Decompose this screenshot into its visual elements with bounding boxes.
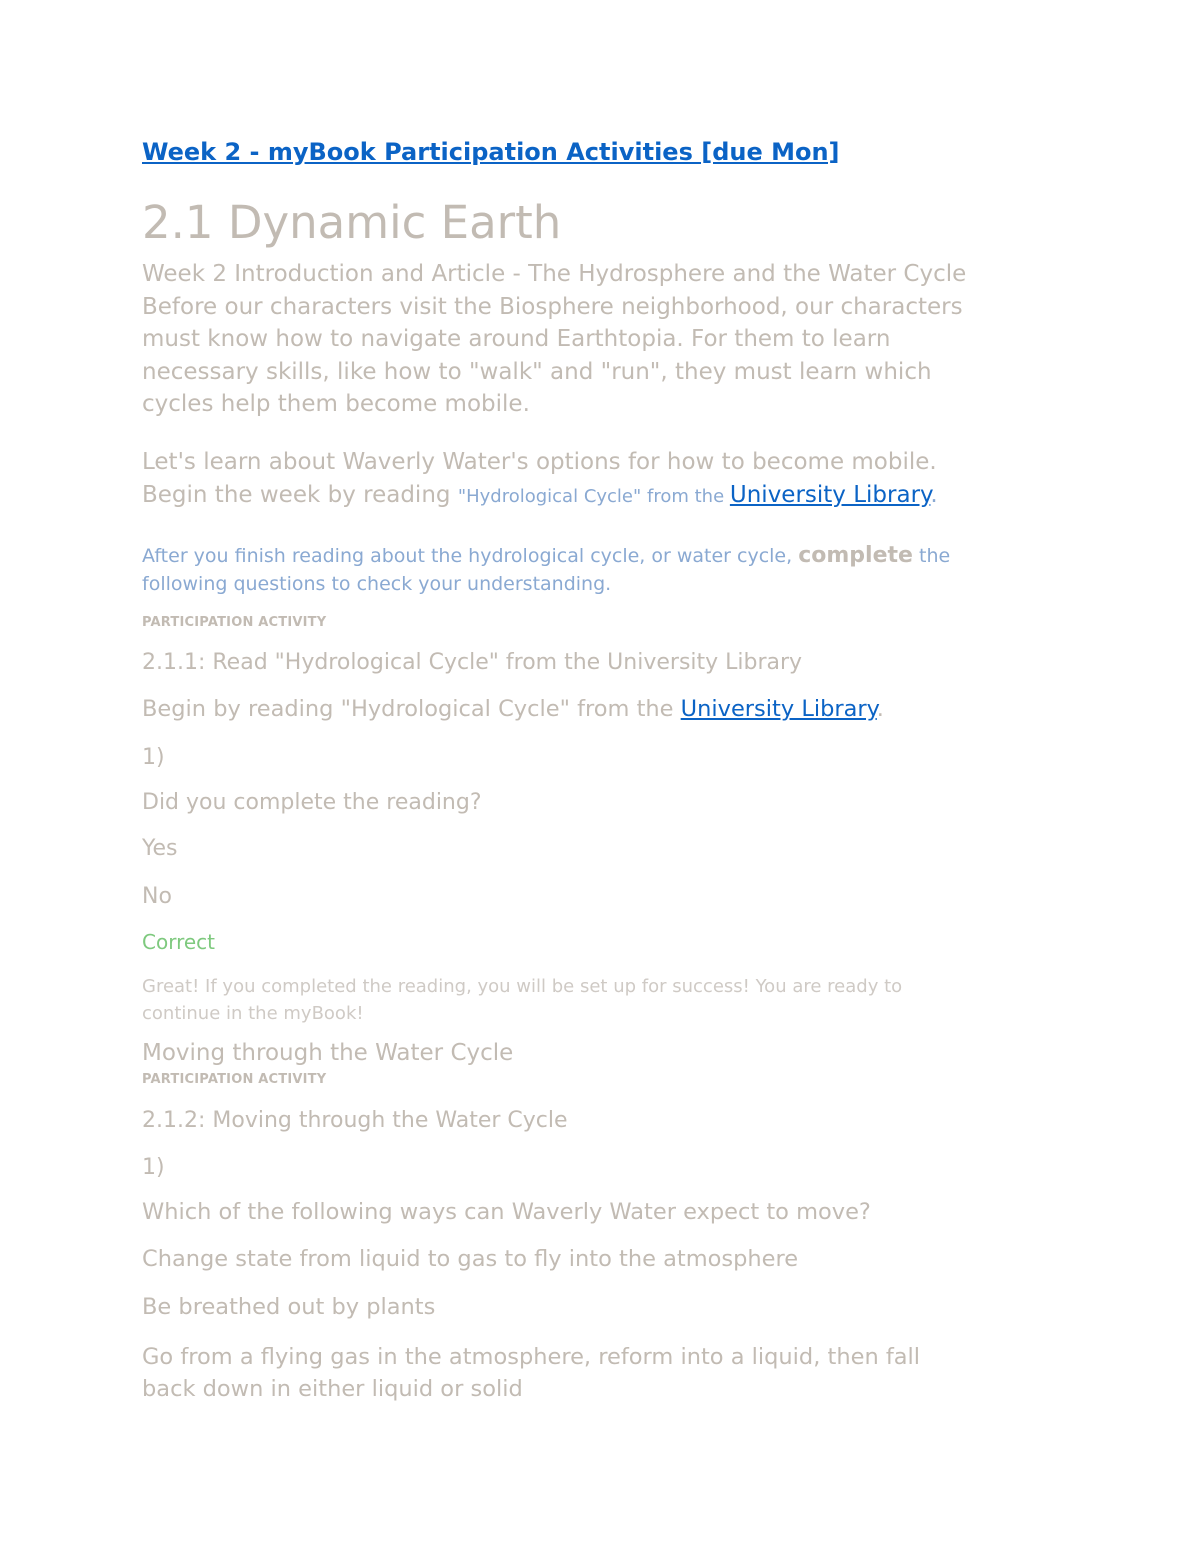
q2-option-1[interactable]: Change state from liquid to gas to fly into the atmosphere bbox=[142, 1246, 799, 1272]
participation-activity-label-2: PARTICIPATION ACTIVITY bbox=[142, 1072, 327, 1087]
correct-label: Correct bbox=[142, 930, 215, 954]
after-prefix: After you finish reading about the hydrological cycle, or water cycle, bbox=[142, 545, 799, 567]
begin-week-quote: "Hydrological Cycle" from the bbox=[457, 485, 730, 507]
question-1-number: 1) bbox=[142, 745, 165, 770]
activity-1-title: 2.1.1: Read "Hydrological Cycle" from the University Library bbox=[142, 650, 803, 675]
q2-option-3-line-2: back down in either liquid or solid bbox=[142, 1376, 523, 1402]
lets-learn-paragraph bbox=[142, 446, 938, 513]
q2-option-2[interactable]: Be breathed out by plants bbox=[142, 1294, 436, 1320]
feedback-paragraph bbox=[142, 973, 902, 1027]
after-line-2: following questions to check your understanding. bbox=[142, 573, 612, 595]
question-1-text: Did you complete the reading? bbox=[142, 790, 482, 815]
option-yes[interactable]: Yes bbox=[142, 836, 178, 861]
participation-activity-label-1: PARTICIPATION ACTIVITY bbox=[142, 615, 327, 630]
feedback-line-1: Great! If you completed the reading, you will be set up for success! You are ready to bbox=[142, 976, 903, 997]
university-library-link-2[interactable]: University Library bbox=[680, 696, 877, 722]
week2-heading-link[interactable]: Week 2 - myBook Participation Activities [due Mon] bbox=[142, 138, 840, 166]
intro-line-3: must know how to navigate around Earthtopia. For them to learn bbox=[142, 326, 891, 352]
question-2-text: Which of the following ways can Waverly Water expect to move? bbox=[142, 1199, 871, 1225]
begin-by-prefix: Begin by reading "Hydrological Cycle" from the bbox=[142, 696, 681, 722]
begin-by-reading-line bbox=[142, 696, 884, 722]
q2-option-3[interactable] bbox=[142, 1341, 920, 1405]
activity-2-title: 2.1.2: Moving through the Water Cycle bbox=[142, 1108, 568, 1133]
after-suffix: the bbox=[912, 545, 951, 567]
intro-line-1: Week 2 Introduction and Article - The Hydrosphere and the Water Cycle bbox=[142, 261, 967, 287]
intro-line-5: cycles help them become mobile. bbox=[142, 391, 530, 417]
period-2: . bbox=[876, 696, 884, 722]
after-reading-paragraph bbox=[142, 542, 950, 598]
begin-week-line bbox=[142, 479, 938, 514]
period-1: . bbox=[930, 481, 938, 508]
moving-heading: Moving through the Water Cycle bbox=[142, 1040, 514, 1066]
begin-week-prefix: Begin the week by reading bbox=[142, 481, 458, 508]
university-library-link-1[interactable]: University Library bbox=[729, 481, 931, 508]
intro-line-2: Before our characters visit the Biosphere neighborhood, our characters bbox=[142, 293, 963, 320]
intro-line-4: necessary skills, like how to "walk" and "run", they must learn which bbox=[142, 358, 932, 385]
feedback-line-2: continue in the myBook! bbox=[142, 1003, 364, 1024]
lets-learn-line: Let's learn about Waverly Water's options for how to become mobile. bbox=[142, 449, 937, 475]
intro-paragraph bbox=[142, 258, 966, 421]
after-bold-complete: complete bbox=[798, 543, 913, 568]
option-no[interactable]: No bbox=[142, 884, 172, 909]
section-title: 2.1 Dynamic Earth bbox=[142, 196, 562, 249]
question-2-number: 1) bbox=[142, 1155, 165, 1180]
q2-option-3-line-1: Go from a flying gas in the atmosphere, reform into a liquid, then fall bbox=[142, 1344, 921, 1370]
